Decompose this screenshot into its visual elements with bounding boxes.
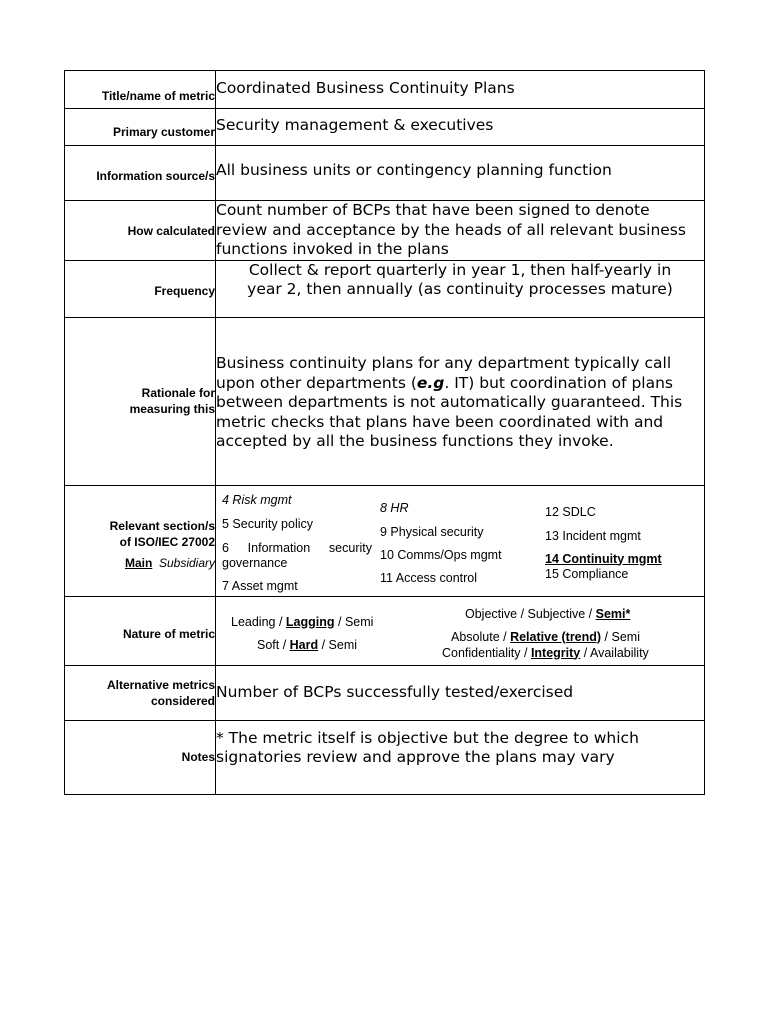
section-15: 15 Compliance [545,566,629,581]
section-11: 11 Access control [380,570,478,585]
main-legend: Main [124,556,153,570]
nature-objective-subjective: Objective / Subjective / Semi* [465,606,631,621]
relevant-sections-label [65,485,216,596]
row-frequency [65,260,705,317]
alternative-metrics-label [65,665,216,720]
semi-star-selected: Semi* [595,606,631,621]
row-nature-of-metric [65,596,705,665]
primary-customer-label: Primary customer [65,109,216,146]
rationale-text-part2: . IT) but coordination of plans between departments is not automatically guaranteed. This metric checks that plans have been coordinated with and accepted by all the business functions they invoke. [216,373,683,451]
notes-label: Notes [65,720,216,794]
rationale-text-part1: Business continuity plans for any department typically call upon other departments ( [216,354,672,392]
relevant-sections-label-line2: of ISO/IEC 27002 [119,535,215,549]
lagging-selected: Lagging [285,614,335,629]
row-relevant-sections [65,485,705,596]
integrity-selected: Integrity [530,645,581,660]
rationale-label-line2: measuring this [129,402,215,416]
nature-of-metric-value [216,596,705,665]
primary-customer-value: Security management & executives [216,109,705,146]
row-how-calculated [65,201,705,261]
information-source-value: All business units or contingency planning function [216,146,705,201]
section-4: 4 Risk mgmt [222,492,292,507]
section-10: 10 Comms/Ops mgmt [380,547,502,562]
alternative-metrics-value: Number of BCPs successfully tested/exercised [216,665,705,720]
section-8: 8 HR [380,500,409,515]
title-value: Coordinated Business Continuity Plans [216,71,705,109]
nature-absolute-relative: Absolute / Relative (trend) / Semi [451,629,640,644]
rationale-value [216,317,705,485]
frequency-value: Collect & report quarterly in year 1, then half-yearly in year 2, then annually (as continuity processes mature) [216,260,705,317]
row-information-source [65,146,705,201]
how-calculated-value: Count number of BCPs that have been signed to denote review and acceptance by the heads of all relevant business functions invoked in the plans [216,201,705,261]
row-primary-customer [65,109,705,146]
notes-value: * The metric itself is objective but the degree to which signatories review and approve the plans may vary [216,720,705,794]
rationale-label-line1: Rationale for [141,386,215,400]
nature-cia: Confidentiality / Integrity / Availability [442,645,649,660]
relative-trend-selected: Relative (trend) [510,629,602,644]
how-calculated-label: How calculated [65,201,216,261]
rationale-eg: e.g [416,373,445,392]
section-13: 13 Incident mgmt [545,528,641,543]
row-rationale [65,317,705,485]
information-source-label: Information source/s [65,146,216,201]
relevant-sections-label-line1: Relevant section/s [109,519,215,533]
row-alternative-metrics [65,665,705,720]
section-5: 5 Security policy [222,516,314,531]
row-notes [65,720,705,794]
section-6: 6 Information security governance [222,540,372,570]
alternative-metrics-label-line1: Alternative metrics [106,677,215,692]
rationale-label [65,317,216,485]
row-title [65,71,705,109]
alternative-metrics-label-line2: considered [150,693,215,708]
section-14: 14 Continuity mgmt [545,551,662,566]
nature-soft-hard: Soft / Hard / Semi [257,637,358,652]
section-9: 9 Physical security [380,524,484,539]
title-label: Title/name of metric [65,71,216,109]
subsidiary-legend: Subsidiary [158,556,215,570]
frequency-label: Frequency [65,260,216,317]
section-12: 12 SDLC [545,504,596,519]
hard-selected: Hard [289,637,319,652]
metric-definition-table [64,70,705,795]
section-7: 7 Asset mgmt [222,578,298,593]
nature-of-metric-label: Nature of metric [65,596,216,665]
relevant-sections-value [216,485,705,596]
nature-leading-lagging: Leading / Lagging / Semi [231,614,374,629]
